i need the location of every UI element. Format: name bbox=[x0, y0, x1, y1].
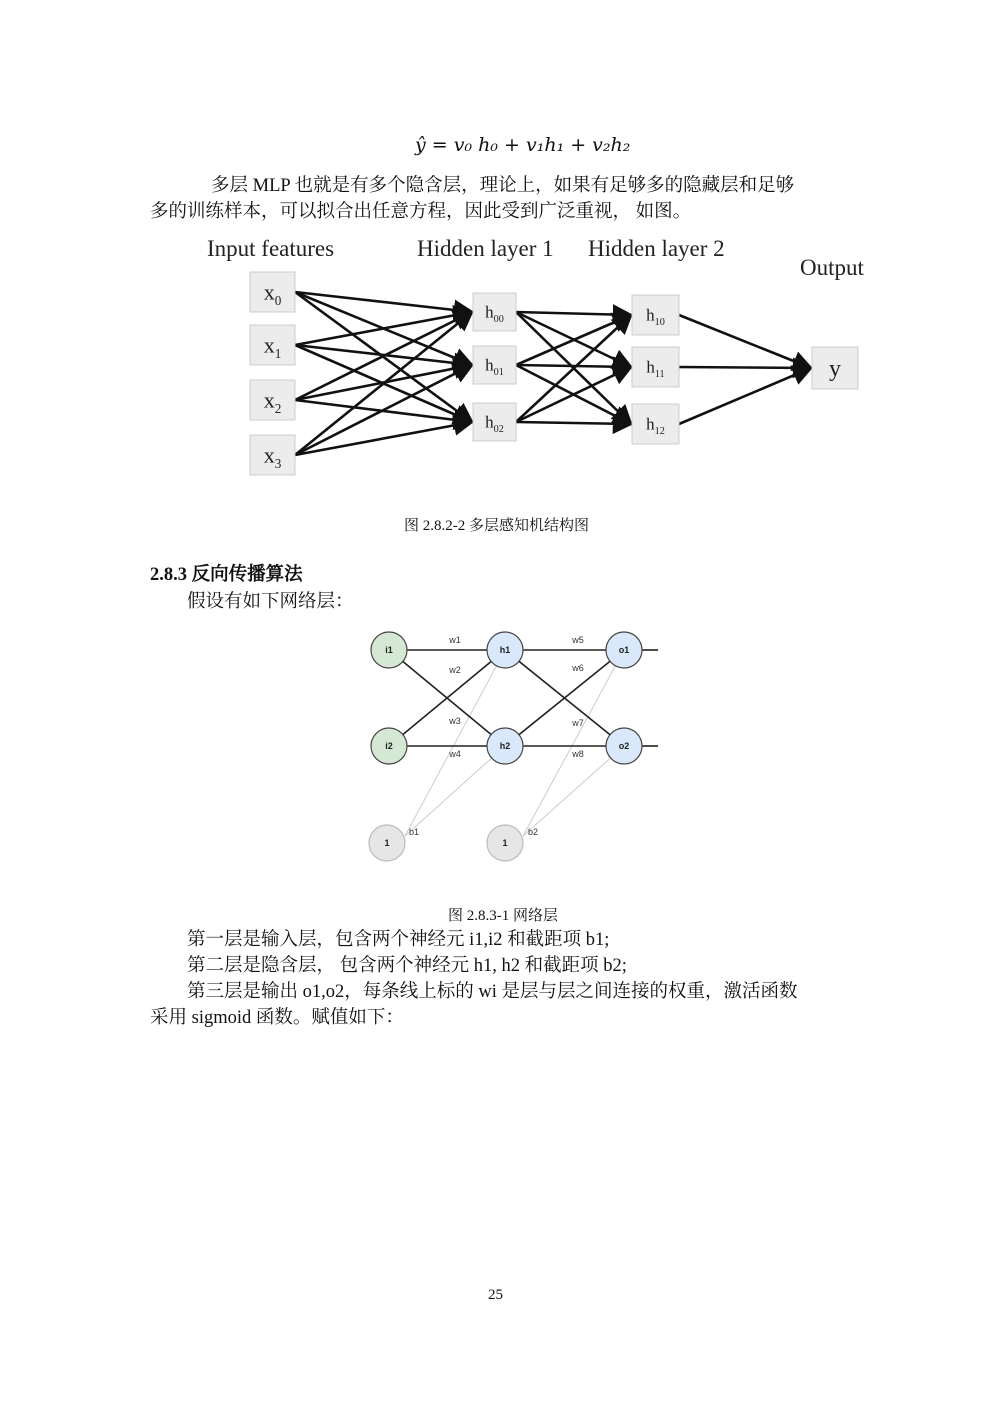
paragraph-line: 多层 MLP 也就是有多个隐含层，理论上，如果有足够多的隐藏层和足够 bbox=[211, 176, 795, 196]
node-label: $h_{01}$ bbox=[485, 355, 504, 378]
node-label: $x_3$ bbox=[263, 442, 282, 471]
weight-w3: w3 bbox=[449, 716, 461, 726]
intro-text: 假设有如下网络层： bbox=[187, 592, 354, 612]
node-label: $x_0$ bbox=[263, 279, 282, 308]
node-label: $h_{11}$ bbox=[646, 357, 665, 380]
header-hidden1: Hidden layer 1 bbox=[417, 236, 554, 261]
node-label: $h_{02}$ bbox=[485, 412, 504, 435]
hidden1-node bbox=[473, 403, 516, 441]
connection-arrow bbox=[295, 422, 472, 455]
node-h1: h1 bbox=[499, 645, 511, 655]
weight-w2: w2 bbox=[449, 665, 461, 675]
hidden2-node bbox=[632, 347, 679, 387]
bias-b1: b1 bbox=[408, 827, 420, 837]
node-i1: i1 bbox=[385, 645, 393, 655]
body-line: 第二层是隐含层， 包含两个神经元 h1, h2 和截距项 b2; bbox=[187, 956, 627, 976]
node-label: $h_{12}$ bbox=[646, 414, 665, 437]
node-label: $x_2$ bbox=[263, 387, 282, 416]
node-label: $x_1$ bbox=[263, 332, 282, 361]
hidden1-node bbox=[473, 293, 516, 331]
formula: ŷ = v₀ h₀ + v₁h₁ + v₂h₂ bbox=[415, 134, 631, 156]
page-number: 25 bbox=[488, 1287, 503, 1303]
header-output: Output bbox=[800, 255, 864, 280]
node-bias1: 1 bbox=[384, 838, 390, 848]
input-node bbox=[250, 435, 295, 475]
weight-w7: w7 bbox=[572, 718, 584, 728]
header-hidden2: Hidden layer 2 bbox=[588, 236, 725, 261]
section-title: 反向传播算法 bbox=[191, 565, 303, 585]
output-node bbox=[812, 347, 858, 389]
network-figure bbox=[369, 632, 658, 861]
connection-arrow bbox=[516, 365, 631, 367]
node-i2: i2 bbox=[385, 741, 393, 751]
hidden2-node bbox=[632, 404, 679, 444]
body-line: 第一层是输入层，包含两个神经元 i1,i2 和截距项 b1; bbox=[187, 930, 610, 950]
node-h2: h2 bbox=[499, 741, 511, 751]
connection-arrow bbox=[516, 312, 631, 315]
weight-w4: w4 bbox=[449, 749, 461, 759]
node-label: $h_{10}$ bbox=[646, 305, 665, 328]
connection-arrow bbox=[679, 367, 811, 368]
node-o1: o1 bbox=[618, 645, 630, 655]
node-label: y bbox=[829, 356, 841, 382]
weight-w8: w8 bbox=[572, 749, 584, 759]
hidden2-node bbox=[632, 295, 679, 335]
node-label: $h_{00}$ bbox=[485, 302, 504, 325]
body-line: 采用 sigmoid 函数。赋值如下： bbox=[150, 1008, 404, 1028]
connection-arrow bbox=[516, 422, 631, 424]
figure-caption: 图 2.8.3-1 网络层 bbox=[448, 908, 558, 924]
connection-arrow bbox=[679, 368, 811, 424]
weight-w5: w5 bbox=[572, 635, 584, 645]
body-line: 第三层是输出 o1,o2，每条线上标的 wi 是层与层之间连接的权重，激活函数 bbox=[187, 982, 798, 1002]
node-o2: o2 bbox=[618, 741, 630, 751]
figure-caption: 图 2.8.2-2 多层感知机结构图 bbox=[404, 518, 589, 534]
connection-arrow bbox=[679, 315, 811, 368]
bias-b2: b2 bbox=[527, 827, 539, 837]
weight-w6: w6 bbox=[572, 663, 584, 673]
node-bias2: 1 bbox=[502, 838, 508, 848]
weight-w1: w1 bbox=[449, 635, 461, 645]
input-node bbox=[250, 325, 295, 365]
section-number: 2.8.3 bbox=[150, 565, 187, 585]
section-heading bbox=[150, 562, 303, 588]
header-input: Input features bbox=[207, 236, 335, 261]
connection-arrow bbox=[295, 312, 472, 455]
input-node bbox=[250, 272, 295, 312]
paragraph-line: 多的训练样本，可以拟合出任意方程，因此受到广泛重视， 如图。 bbox=[150, 202, 692, 222]
hidden1-node bbox=[473, 346, 516, 384]
connection-arrow bbox=[295, 312, 472, 345]
input-node bbox=[250, 380, 295, 420]
